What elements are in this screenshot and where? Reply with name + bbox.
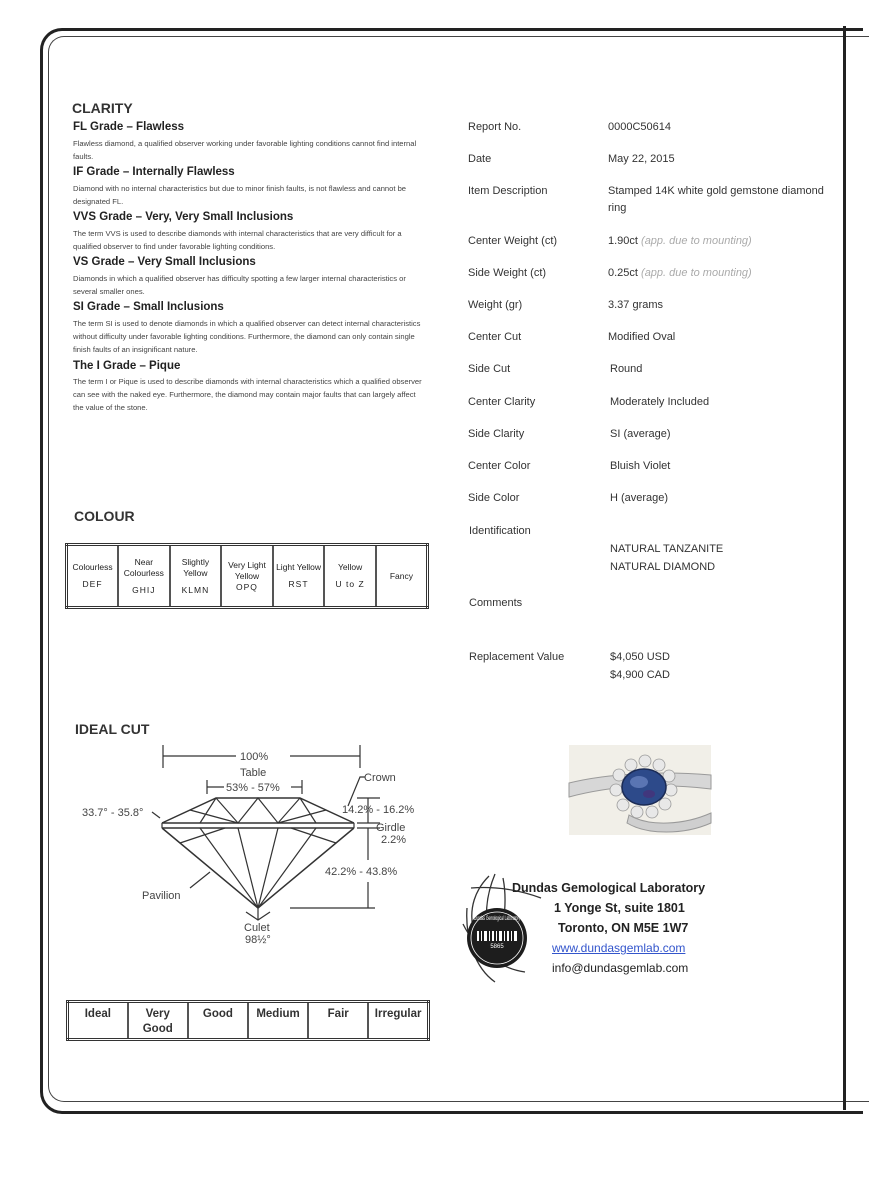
culet-label: Culet bbox=[244, 922, 270, 934]
side-clarity-label: Side Clarity bbox=[468, 428, 525, 440]
side-weight-value: 0.25ct (app. due to mounting) bbox=[608, 267, 752, 279]
replacement-value-cad: $4,900 CAD bbox=[610, 669, 670, 681]
colour-cell: Yellow U to Z bbox=[324, 545, 376, 608]
center-color-label: Center Color bbox=[468, 460, 531, 472]
center-weight-label: Center Weight (ct) bbox=[468, 235, 558, 247]
side-clarity-value: SI (average) bbox=[610, 428, 671, 440]
colour-cell: Colourless DEF bbox=[67, 545, 119, 608]
center-clarity-value: Moderately Included bbox=[610, 396, 710, 408]
weight-gr-label: Weight (gr) bbox=[468, 299, 523, 311]
pavilion-depth-label: 42.2% - 43.8% bbox=[325, 866, 398, 878]
clarity-grade-heading: SI Grade – Small Inclusions bbox=[73, 301, 224, 313]
table-range-label: 53% - 57% bbox=[226, 782, 280, 794]
clarity-grade-text: Diamond with no internal characteristics but due to minor finish faults, is not flawless and cannot be designated FL. bbox=[73, 184, 407, 206]
report-no-value: 0000C50614 bbox=[608, 121, 672, 133]
lab-name: Dundas Gemological Laboratory bbox=[512, 881, 706, 895]
date-label: Date bbox=[468, 153, 492, 165]
cut-grade-cell: Fair bbox=[308, 1002, 368, 1040]
culet-value-label: 98½° bbox=[245, 934, 271, 946]
comments-label: Comments bbox=[469, 597, 523, 609]
lab-email: info@dundasgemlab.com bbox=[552, 961, 689, 975]
side-cut-value: Round bbox=[610, 363, 643, 375]
cut-grade-cell: Very Good bbox=[128, 1002, 188, 1040]
seal-text: Dundas Gemological Laboratory bbox=[474, 916, 520, 922]
clarity-grade-heading: VS Grade – Very Small Inclusions bbox=[73, 256, 256, 268]
clarity-grade-text: Diamonds in which a qualified observer has difficulty spotting a few larger internal characteristics or several smaller ones. bbox=[73, 274, 406, 296]
colour-cell: Light Yellow RST bbox=[273, 545, 325, 608]
table-label: Table bbox=[240, 767, 267, 779]
item-description-label: Item Description bbox=[468, 185, 548, 197]
cut-grade-table bbox=[66, 1000, 430, 1041]
cut-grade-cell: Irregular bbox=[368, 1002, 428, 1040]
side-color-label: Side Color bbox=[468, 492, 520, 504]
girdle-value-label: 2.2% bbox=[381, 834, 407, 846]
girdle-label: Girdle bbox=[376, 822, 406, 834]
pavilion-label: Pavilion bbox=[142, 890, 181, 902]
identification-item: NATURAL TANZANITE bbox=[610, 543, 724, 555]
lab-address-line2: Toronto, ON M5E 1W7 bbox=[558, 921, 689, 935]
side-cut-label: Side Cut bbox=[468, 363, 511, 375]
colour-cell: Near Colourless GHIJ bbox=[118, 545, 170, 608]
clarity-grade-text: The term VVS is used to describe diamonds with internal characteristics that are very difficult for a qualified observer to find under favorable lighting conditions. bbox=[73, 229, 402, 251]
seal-number: 5865 bbox=[490, 944, 504, 950]
clarity-title: CLARITY bbox=[72, 100, 133, 116]
item-description-value: Stamped 14K white gold gemstone diamond ring bbox=[608, 185, 824, 214]
clarity-grade-text: The term I or Pique is used to describe diamonds with internal characteristics which a qualified observer can see with the naked eye. Furthermore, the diamond may contain major faults that can largely affect the value of the stone. bbox=[73, 377, 422, 412]
report-no-label: Report No. bbox=[468, 121, 522, 133]
side-color-value: H (average) bbox=[610, 492, 669, 504]
clarity-grade-text: The term SI is used to denote diamonds in which a qualified observer can detect internal characteristics without difficulty under favorable lighting conditions. Furthermore, the diamond can only contain single finish faults of an insignificant nature. bbox=[73, 319, 421, 354]
cut-grade-cell: Good bbox=[188, 1002, 248, 1040]
center-cut-label: Center Cut bbox=[468, 331, 522, 343]
center-clarity-label: Center Clarity bbox=[468, 396, 536, 408]
date-value: May 22, 2015 bbox=[608, 153, 675, 165]
clarity-grade-heading: FL Grade – Flawless bbox=[73, 121, 185, 133]
ideal-cut-title: IDEAL CUT bbox=[75, 721, 150, 737]
identification-label: Identification bbox=[469, 525, 531, 537]
center-color-value: Bluish Violet bbox=[610, 460, 671, 472]
center-weight-value: 1.90ct (app. due to mounting) bbox=[608, 235, 752, 247]
lab-info bbox=[512, 878, 762, 978]
clarity-grade-heading: The I Grade – Pique bbox=[73, 360, 181, 372]
side-weight-label: Side Weight (ct) bbox=[468, 267, 547, 279]
lab-address-line1: 1 Yonge St, suite 1801 bbox=[554, 901, 685, 915]
cut-grade-cell: Medium bbox=[248, 1002, 308, 1040]
replacement-value-label: Replacement Value bbox=[469, 651, 565, 663]
colour-cell: Fancy bbox=[376, 545, 428, 608]
colour-cell: Very Light Yellow OPQ bbox=[221, 545, 273, 608]
crown-label: Crown bbox=[364, 772, 396, 784]
total-width-label: 100% bbox=[240, 751, 269, 763]
weight-gr-value: 3.37 grams bbox=[608, 299, 664, 311]
lab-website-link[interactable]: www.dundasgemlab.com bbox=[552, 941, 686, 955]
colour-title: COLOUR bbox=[74, 508, 135, 524]
clarity-grade-heading: IF Grade – Internally Flawless bbox=[73, 166, 235, 178]
identification-item: NATURAL DIAMOND bbox=[610, 561, 716, 573]
cut-grade-cell: Ideal bbox=[68, 1002, 128, 1040]
crown-height-label: 14.2% - 16.2% bbox=[342, 804, 415, 816]
colour-cell: Slightly Yellow KLMN bbox=[170, 545, 222, 608]
replacement-value-usd: $4,050 USD bbox=[610, 651, 670, 663]
ring-photo bbox=[569, 745, 711, 835]
center-weight-note: (app. due to mounting) bbox=[641, 235, 752, 247]
clarity-grade-heading: VVS Grade – Very, Very Small Inclusions bbox=[73, 211, 294, 223]
center-cut-value: Modified Oval bbox=[608, 331, 676, 343]
clarity-grade-text: Flawless diamond, a qualified observer working under favorable lighting conditions cannot find internal faults. bbox=[73, 139, 417, 161]
crown-angle-label: 33.7° - 35.8° bbox=[82, 807, 144, 819]
side-weight-note: (app. due to mounting) bbox=[641, 267, 752, 279]
